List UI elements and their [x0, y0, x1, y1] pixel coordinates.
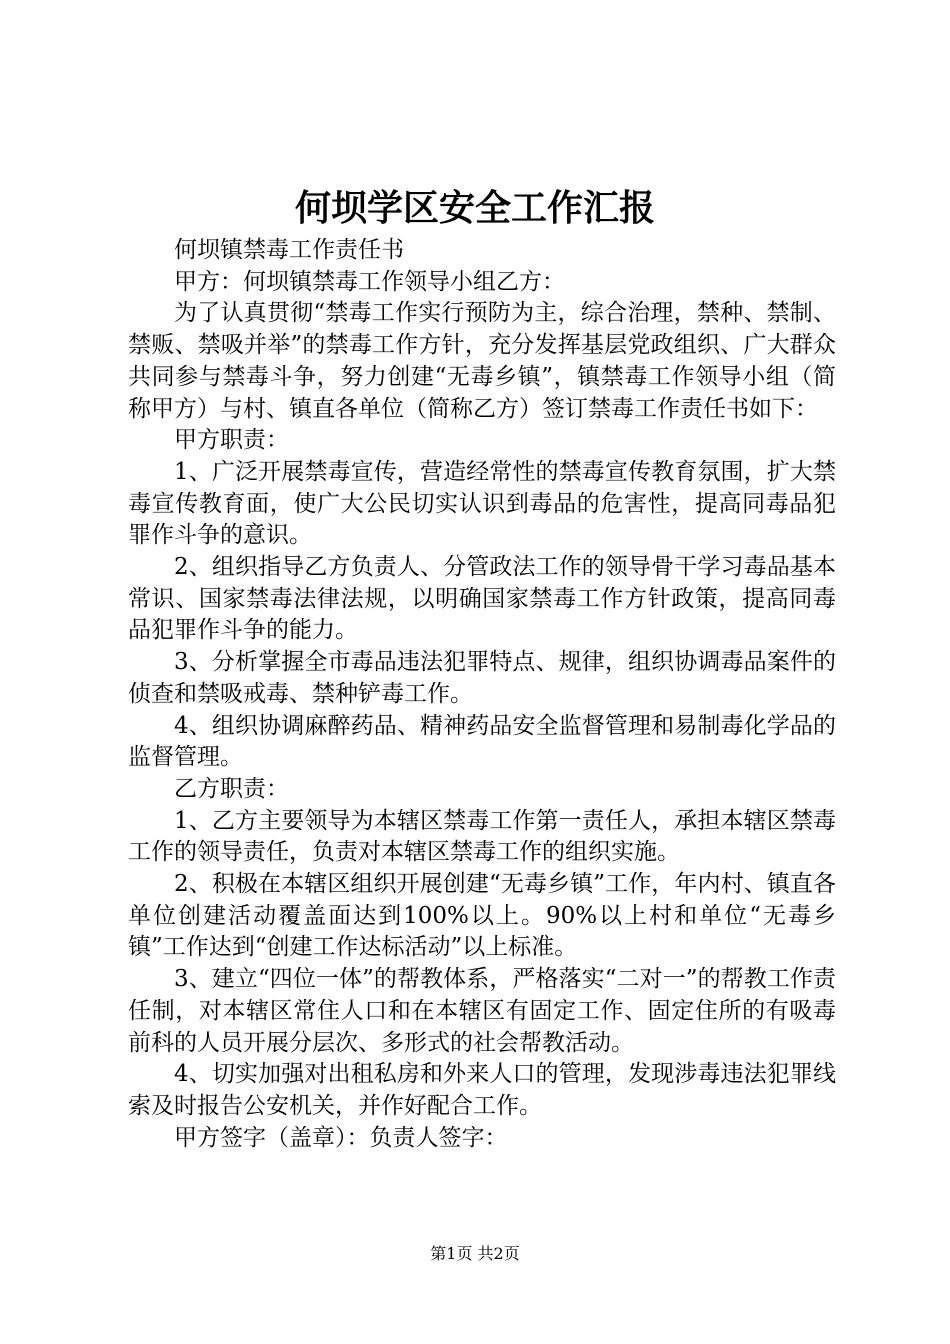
paragraph-3: 为了认真贯彻“禁毒工作实行预防为主，综合治理，禁种、禁制、禁贩、禁吸并举”的禁毒工作方针，充分发挥基层党政组织、广大群众共同参与禁毒斗争，努力创建“无毒乡镇”，镇禁毒工作领导小组（简称甲方）与村、镇直各单位（简称乙方）签订禁毒工作责任书如下：: [128, 300, 836, 422]
paragraph-6: 2、组织指导乙方负责人、分管政法工作的领导骨干学习毒品基本常识、国家禁毒法律法规，以明确国家禁毒工作方针政策，提高同毒品犯罪作斗争的能力。: [128, 554, 836, 644]
page-footer: 第1页 共2页: [430, 1244, 520, 1263]
paragraph-2: 甲方：何坝镇禁毒工作领导小组乙方：: [174, 268, 565, 295]
document-title: 何坝学区安全工作汇报: [294, 187, 655, 229]
paragraph-5: 1、广泛开展禁毒宣传，营造经常性的禁毒宣传教育氛围，扩大禁毒宣传教育面，使广大公民切实认识到毒品的危害性，提高同毒品犯罪作斗争的意识。: [128, 458, 836, 549]
paragraph-11: 2、积极在本辖区组织开展创建“无毒乡镇”工作，年内村、镇直各单位创建活动覆盖面达到100%以上。90%以上村和单位“无毒乡镇”工作达到“创建工作达标活动”以上标准。: [128, 871, 836, 961]
paragraph-7: 3、分析掌握全市毒品违法犯罪特点、规律，组织协调毒品案件的侦查和禁吸戒毒、禁种铲毒工作。: [128, 649, 836, 707]
paragraph-10: 1、乙方主要领导为本辖区禁毒工作第一责任人，承担本辖区禁毒工作的领导责任，负责对本辖区禁毒工作的组织实施。: [128, 807, 836, 866]
paragraph-8: 4、组织协调麻醉药品、精神药品安全监督管理和易制毒化学品的监督管理。: [128, 712, 836, 771]
document-body: [128, 235, 836, 1154]
paragraph-14: 甲方签字（盖章）：负责人签字：: [174, 1124, 508, 1151]
paragraph-9: 乙方职责：: [174, 775, 289, 802]
paragraph-4: 甲方职责：: [174, 427, 289, 454]
paragraph-1: 何坝镇禁毒工作责任书: [174, 237, 404, 263]
paragraph-12: 3、建立“四位一体”的帮教体系，严格落实“二对一”的帮教工作责任制，对本辖区常住人口和在本辖区有固定工作、固定住所的有吸毒前科的人员开展分层次、多形式的社会帮教活动。: [128, 966, 836, 1056]
paragraph-13: 4、切实加强对出租私房和外来人口的管理，发现涉毒违法犯罪线索及时报告公安机关，并作好配合工作。: [128, 1061, 836, 1119]
